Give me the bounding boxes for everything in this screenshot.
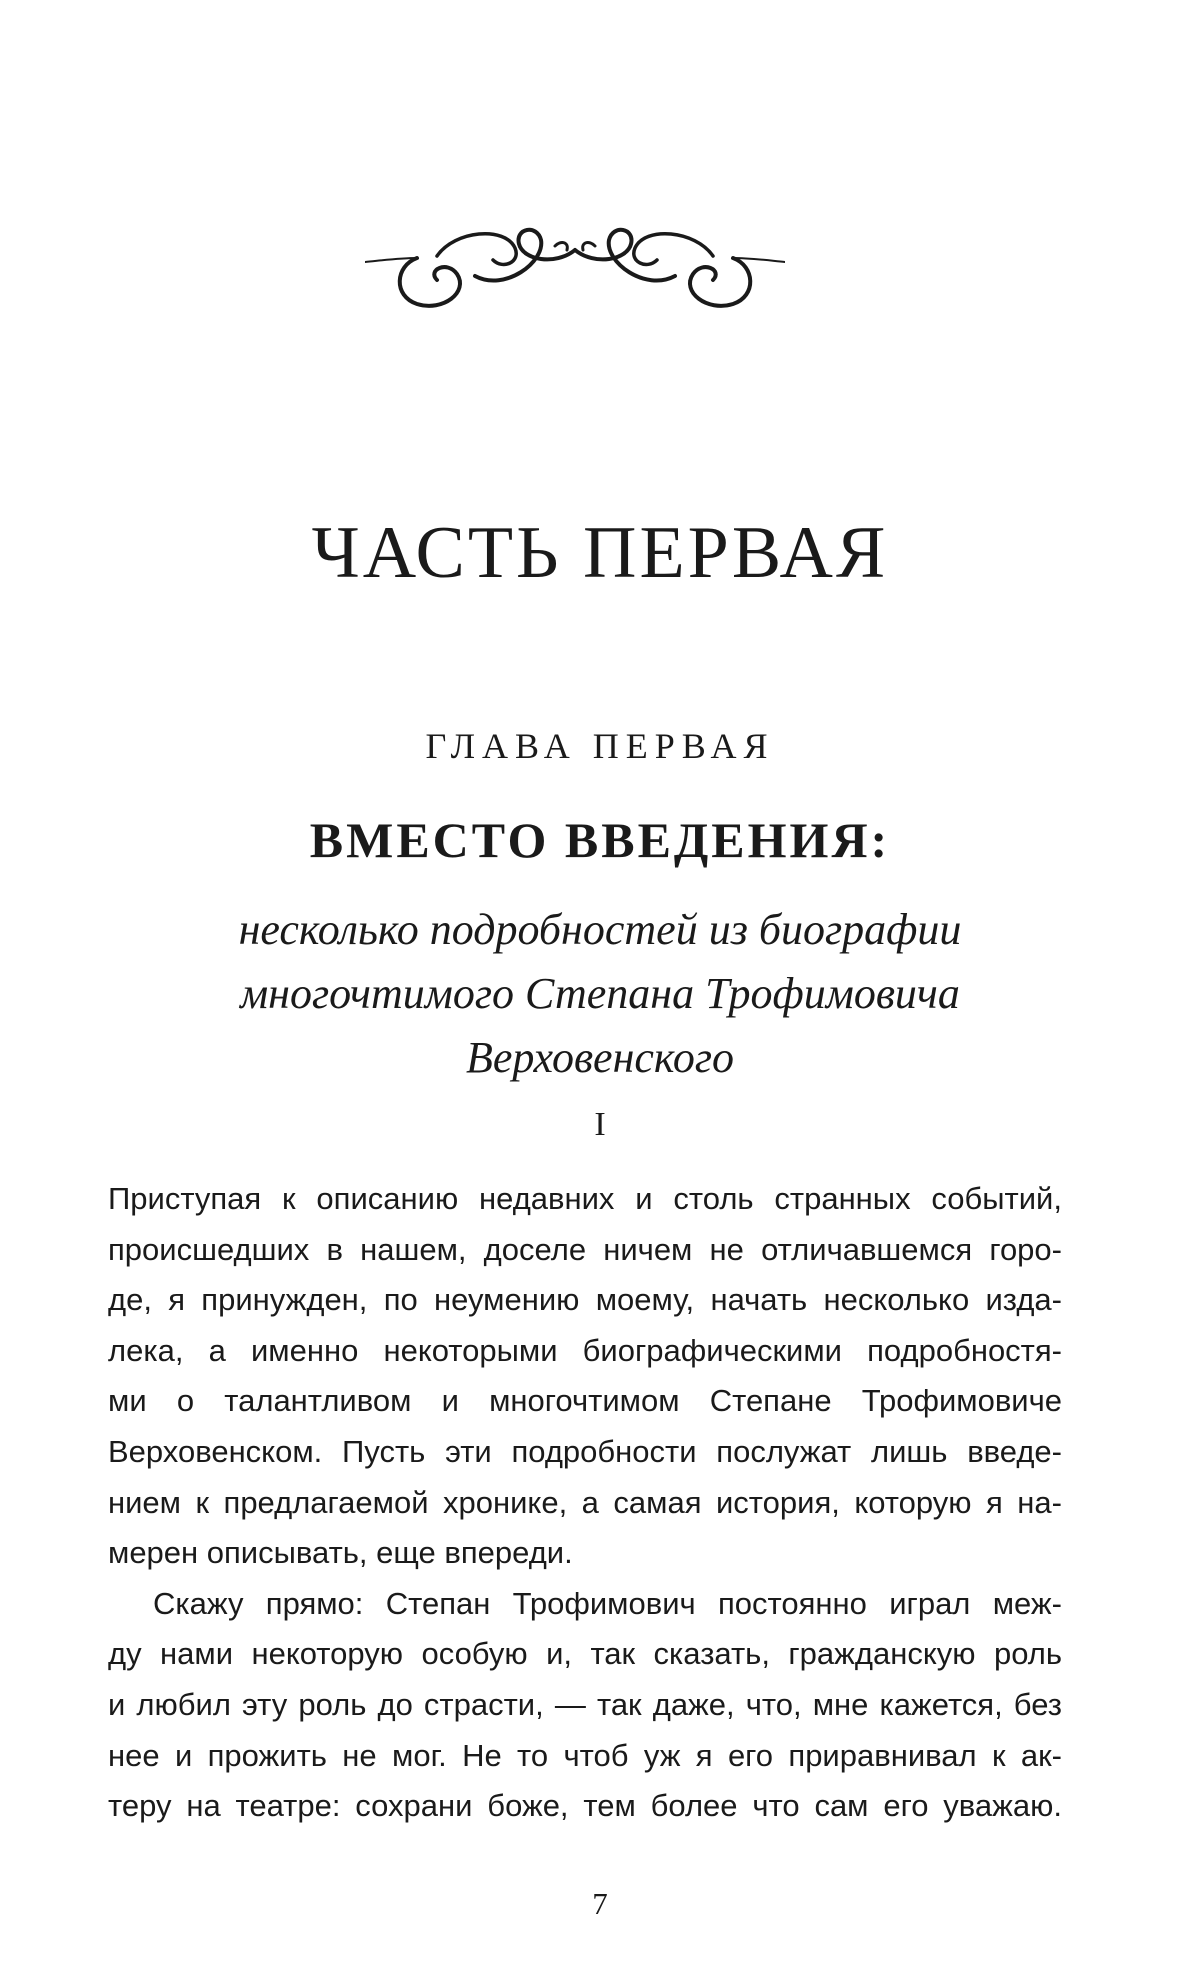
body-text	[108, 1174, 1062, 1832]
text-line: нием к предлагаемой хронике, а самая история, которую я на-	[108, 1484, 1062, 1520]
chapter-title: ВМЕСТО ВВЕДЕНИЯ:	[309, 812, 891, 868]
subtitle-line: несколько подробностей из биографии	[238, 905, 962, 954]
subtitle-line: многочтимого Степана Трофимовича	[240, 969, 960, 1018]
text-line: ду нами некоторую особую и, так сказать, гражданскую роль	[108, 1636, 1062, 1672]
text-line: мерен описывать, еще впереди.	[108, 1535, 573, 1571]
paragraph-2	[108, 1579, 1062, 1832]
chapter-subtitle	[0, 898, 1200, 1090]
text-line: лека, а именно некоторыми биографическими подробностя-	[108, 1332, 1062, 1368]
paragraph-1	[108, 1174, 1062, 1579]
text-line: нее и прожить не мог. Не то чтоб уж я его приравнивал к ак-	[108, 1737, 1062, 1773]
part-title: ЧАСТЬ ПЕРВАЯ	[311, 512, 889, 594]
text-line: Скажу прямо: Степан Трофимович постоянно играл меж-	[153, 1585, 1062, 1621]
flourish-ornament-icon	[365, 200, 785, 320]
chapter-label: ГЛАВА ПЕРВАЯ	[425, 726, 775, 766]
text-line: де, я принужден, по неумению моему, начать несколько изда-	[108, 1282, 1062, 1318]
text-line: и любил эту роль до страсти, — так даже, что, мне кажется, без	[108, 1686, 1062, 1722]
text-line: теру на театре: сохрани боже, тем более что сам его уважаю.	[108, 1788, 1062, 1824]
section-number: I	[594, 1106, 606, 1143]
text-line: ми о талантливом и многочтимом Степане Трофимовиче	[108, 1383, 1062, 1419]
page-number: 7	[592, 1886, 608, 1921]
subtitle-line: Верховенского	[465, 1033, 735, 1082]
text-line: Приступая к описанию недавних и столь странных событий,	[108, 1181, 1062, 1216]
text-line: Верховенском. Пусть эти подробности послужат лишь введе-	[108, 1433, 1062, 1469]
text-line: происшедших в нашем, доселе ничем не отличавшемся горо-	[108, 1231, 1062, 1267]
